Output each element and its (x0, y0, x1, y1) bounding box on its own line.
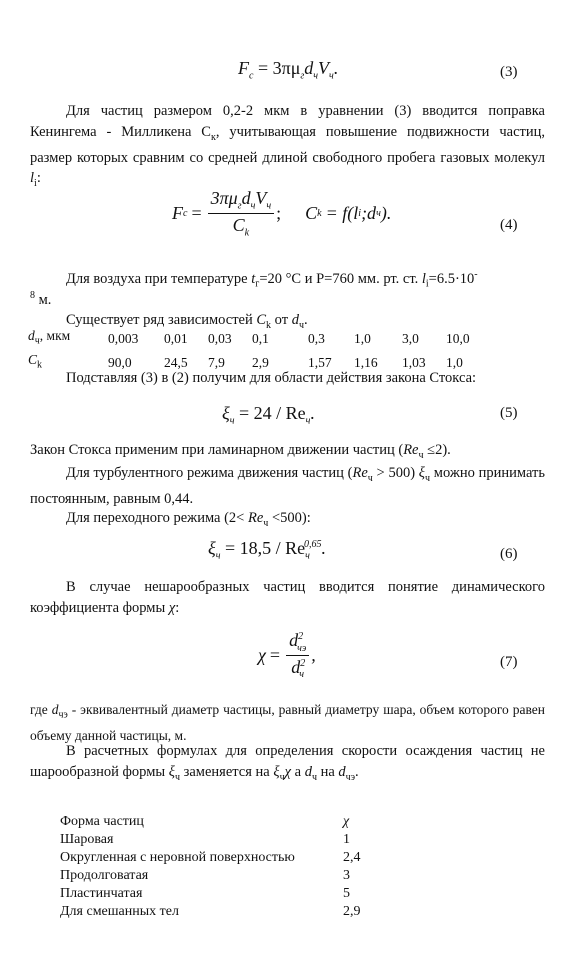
paragraph-equivalent-diameter: где $d_{чэ}$ - эквивалентный диаметр частицы, равный диаметру шара, объем которого равен объему данной частицы, м. (30, 702, 545, 744)
shape-table-row (60, 903, 361, 921)
equation-5-number: (5) (500, 405, 518, 421)
ck-table-cell: 7,9 (208, 354, 225, 370)
equation-6: $\xi_ч = 18,5 / Re_ч^{0,65}$. (208, 538, 326, 562)
ck-table-cell: 1,0 (354, 330, 371, 346)
equation-6-number: (6) (500, 546, 518, 562)
ck-table-cell: 0,3 (308, 330, 325, 346)
shape-table-cell: Пластинчатая (60, 886, 143, 901)
equation-3: $F_c = 3\pi\mu_гd_чV_ч$. (238, 58, 339, 82)
equation-7: χ = $\frac{d^2_{чэ}}{d^2_ч}$ , (258, 630, 316, 681)
shape-table-cell: 3 (343, 868, 350, 883)
equation-3-number: (3) (500, 64, 518, 80)
equation-7-number: (7) (500, 654, 518, 670)
paragraph-turbulent: Для турбулентного режима движения частиц $(Re_ч > 500)$ $\xi_ч$ можно принимать постоянным, равным 0,44. (30, 465, 545, 508)
paragraph-air-conditions: Для воздуха при температуре $t_г=20$ °C и P=760 мм. рт. ст. $l_i=6.5\cdot 10^-$ (66, 269, 478, 290)
ck-table-cell: 10,0 (446, 330, 470, 346)
shape-table-row (60, 885, 361, 903)
shape-table-cell: Продолговатая (60, 868, 149, 883)
paragraph-nonspherical: В расчетных формулах для определения скорости осаждения частиц не шарообразной формы $\xi_ч$ заменяется на $\xi_ч\chi$ а $d_ч$ на $d_{чэ}$. (30, 743, 545, 783)
shape-table-row (60, 849, 361, 867)
equation-4-fraction: $\frac{3\pi\mu_гd_чV_ч}{C_k}$ (208, 188, 275, 238)
ck-table-cell: 2,9 (252, 354, 269, 370)
ck-table-cell: 1,16 (354, 354, 378, 370)
ck-table-cell: 1,0 (446, 354, 463, 370)
ck-table-label-d: $d_ч$, мкм (28, 328, 71, 347)
equation-4: F c = $\frac{3\pi\mu_гd_чV_ч}{C_k}$ ; C k = f(l i ;d ч ). (172, 188, 392, 239)
paragraph-stokes-region: Подставляя (3) в (2) получим для области действия закона Стокса: (66, 370, 477, 386)
shape-table-cell: 2,9 (343, 904, 361, 919)
ck-table-row-d (28, 327, 470, 351)
ck-table-cell: 0,03 (208, 330, 232, 346)
ck-table-cell: 90,0 (108, 354, 132, 370)
shape-table-cell: 1 (343, 832, 350, 847)
shape-factor-table (60, 813, 361, 921)
equation-7-fraction: $\frac{d^2_{чэ}}{d^2_ч}$ (286, 630, 309, 680)
paragraph-transition: Для переходного режима $(2< Re_ч <500)$: (66, 510, 311, 529)
shape-table-cell: Для смешанных тел (60, 904, 179, 919)
ck-table-cell: 24,5 (164, 354, 188, 370)
equation-5: $\xi_ч = 24 / Re_ч$. (222, 403, 315, 427)
paragraph-stokes-laminar: Закон Стокса применим при ламинарном движении частиц $(Re_ч \le 2)$. (30, 442, 451, 461)
shape-table-header-chi: χ (343, 814, 350, 829)
paragraph-cunningham: Для частиц размером 0,2-2 мкм в уравнении (3) вводится поправка Кенингема - Милликена $C_к$, учитывающая повышение подвижности частиц, размер которых сравним со средней длиной свободного пробега газовых молекул $l_i$: (30, 103, 545, 190)
shape-table-row (60, 831, 361, 849)
shape-table-cell: 2,4 (343, 850, 361, 865)
ck-table-cell: 0,003 (108, 330, 139, 346)
ck-table-cell: 3,0 (402, 330, 419, 346)
ck-table-cell: 1,57 (308, 354, 332, 370)
ck-table-cell: 0,01 (164, 330, 188, 346)
shape-table-cell: Шаровая (60, 832, 114, 847)
ck-table-cell: 0,1 (252, 330, 269, 346)
shape-table-cell: 5 (343, 886, 350, 901)
ck-table-cell: 1,03 (402, 354, 426, 370)
paragraph-ck-dependence: Существует ряд зависимостей $C_k$ от $d_ч$. (66, 312, 308, 331)
shape-table-cell: Округленная с неровной поверхностью (60, 850, 295, 865)
shape-table-header-form: Форма частиц (60, 814, 144, 829)
paragraph-air-conditions-cont: $^8$ м. (30, 290, 52, 308)
shape-table-row (60, 867, 361, 885)
shape-table-header (60, 813, 361, 831)
equation-4-number: (4) (500, 217, 518, 233)
paragraph-shape-factor: В случае нешарообразных частиц вводится понятие динамического коэффициента формы χ: (30, 579, 545, 616)
ck-table-label-ck: $C_k$ (28, 351, 43, 371)
